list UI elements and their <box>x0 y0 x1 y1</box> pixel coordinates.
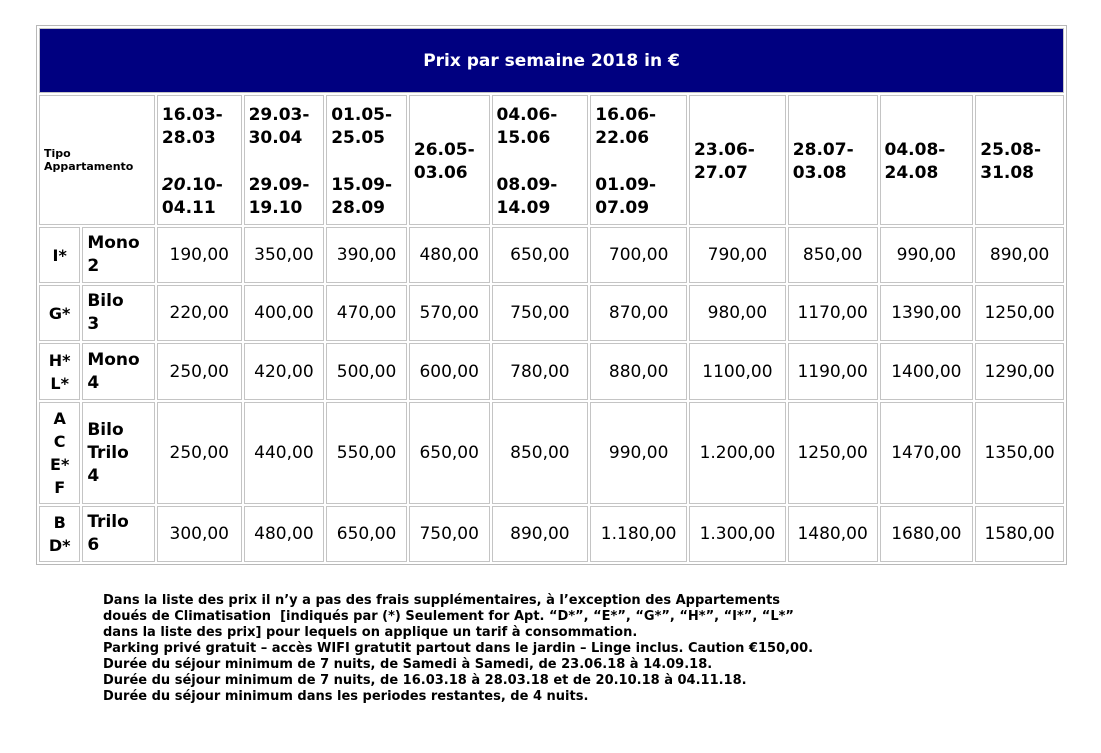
table-row <box>39 343 1064 400</box>
price-cell: 480,00 <box>409 227 490 283</box>
apartment-type-line: Mono <box>87 233 140 253</box>
price-cell: 470,00 <box>326 285 407 341</box>
price-cell: 1170,00 <box>788 285 878 341</box>
apartment-type-line: 2 <box>87 256 100 276</box>
price-cell: 1.180,00 <box>590 506 687 562</box>
apartment-code <box>39 285 80 341</box>
period-alt-dates <box>162 174 241 220</box>
price-cell: 1680,00 <box>880 506 974 562</box>
apartment-type-line: Trilo <box>87 442 129 463</box>
apartment-code-line: C <box>53 432 66 451</box>
period-header-4 <box>409 95 490 225</box>
price-cell: 600,00 <box>409 343 490 400</box>
price-cell: 550,00 <box>326 402 407 504</box>
price-table <box>36 25 1067 565</box>
apartment-code-line: A <box>53 409 66 428</box>
period-end: 25.05 <box>331 128 385 148</box>
period-alt-end: 28.09 <box>331 198 385 218</box>
period-header-row <box>39 95 1064 225</box>
price-cell: 500,00 <box>326 343 407 400</box>
price-cell: 1190,00 <box>788 343 878 400</box>
period-start: 29.03- <box>248 105 310 125</box>
price-cell: 190,00 <box>157 227 242 283</box>
apartment-code-line: E* <box>50 455 70 474</box>
period-header-3 <box>326 95 407 225</box>
table-title: Prix par semaine 2018 in € <box>39 28 1064 93</box>
period-end: 28.03 <box>161 128 216 148</box>
period-alt-end: 19.10 <box>248 198 303 218</box>
period-main-dates <box>331 104 406 150</box>
period-start: 01.05- <box>331 105 393 125</box>
apartment-code <box>39 343 80 400</box>
apartment-code-line: D* <box>48 536 71 555</box>
note-line: Parking privé gratuit – accès WIFI gratutit partout dans le jardin – Linge inclus. Caution €150,00. <box>103 641 814 656</box>
price-cell: 1580,00 <box>975 506 1064 562</box>
apartment-type-line: Mono <box>87 349 140 370</box>
table-row <box>39 285 1064 341</box>
apartment-code <box>39 402 80 504</box>
period-end: 22.06 <box>595 128 650 148</box>
tipo-label-line: Tipo <box>44 147 71 160</box>
period-main-dates <box>497 104 588 150</box>
period-main-dates <box>694 139 785 185</box>
price-cell: 870,00 <box>590 285 687 341</box>
period-header-10 <box>975 95 1064 225</box>
note-line: doués de Climatisation [indiqués par (*) Seulement for Apt. “D*”, “E*”, “G*”, “H*”, “I*”, “L*” <box>103 609 794 624</box>
price-cell: 850,00 <box>788 227 878 283</box>
price-cell: 880,00 <box>590 343 687 400</box>
apartment-type <box>82 285 155 341</box>
price-cell: 390,00 <box>326 227 407 283</box>
price-cell: 1400,00 <box>880 343 974 400</box>
note-line: Dans la liste des prix il n’y a pas des frais supplémentaires, à l’exception des Appartements <box>103 593 781 608</box>
period-start: 16.03- <box>161 105 223 125</box>
apartment-code <box>39 227 80 283</box>
period-alt-start-text: 15.09- <box>331 175 393 195</box>
price-cell: 890,00 <box>975 227 1064 283</box>
period-start: 04.08- <box>884 140 946 160</box>
tipo-appartamento-label <box>39 95 155 225</box>
price-cell: 650,00 <box>326 506 407 562</box>
period-alt-start <box>162 174 241 197</box>
period-end: 31.08 <box>980 163 1035 183</box>
period-start: 16.06- <box>595 105 657 125</box>
period-header-1 <box>157 95 242 225</box>
period-main-dates <box>980 139 1063 185</box>
price-cell: 250,00 <box>157 402 242 504</box>
period-alt-dates <box>497 174 588 220</box>
period-end: 15.06 <box>496 128 551 148</box>
period-alt-start-italic: 20 <box>161 175 186 195</box>
price-cell: 780,00 <box>492 343 589 400</box>
table-row <box>39 506 1064 562</box>
period-header-8 <box>788 95 878 225</box>
note-line: Durée du séjour minimum dans les periodes restantes, de 4 nuits. <box>103 689 589 704</box>
price-cell: 1470,00 <box>880 402 974 504</box>
period-alt-start-text: 01.09- <box>595 175 657 195</box>
period-main-dates <box>414 139 489 185</box>
price-cell: 250,00 <box>157 343 242 400</box>
price-cell: 420,00 <box>244 343 325 400</box>
period-start: 04.06- <box>496 105 558 125</box>
price-cell: 1250,00 <box>975 285 1064 341</box>
apartment-code <box>39 506 80 562</box>
price-cell: 1350,00 <box>975 402 1064 504</box>
period-main-dates <box>885 139 973 185</box>
apartment-type-line: 4 <box>87 372 100 393</box>
period-end: 03.08 <box>792 163 847 183</box>
period-end: 03.06 <box>413 163 468 183</box>
price-cell: 1250,00 <box>788 402 878 504</box>
period-start: 23.06- <box>694 140 755 160</box>
apartment-code-line: H* <box>48 350 71 370</box>
period-start: 26.05- <box>413 140 475 160</box>
price-cell: 850,00 <box>492 402 589 504</box>
price-cell: 350,00 <box>244 227 325 283</box>
apartment-type-line: Trilo <box>87 512 129 532</box>
period-end: 27.07 <box>694 163 748 183</box>
notes-block <box>103 593 1083 705</box>
period-end: 30.04 <box>248 128 303 148</box>
price-cell: 1.200,00 <box>689 402 786 504</box>
price-cell: 700,00 <box>590 227 687 283</box>
period-main-dates <box>793 139 877 185</box>
period-alt-dates <box>331 174 406 220</box>
period-alt-start <box>595 174 686 197</box>
period-end: 24.08 <box>884 163 939 183</box>
period-alt-end: 14.09 <box>496 198 551 218</box>
apartment-type-line: 3 <box>87 314 100 334</box>
table-row <box>39 402 1064 504</box>
note-line: Durée du séjour minimum de 7 nuits, de Samedi à Samedi, de 23.06.18 à 14.09.18. <box>103 657 713 672</box>
price-cell: 1.300,00 <box>689 506 786 562</box>
period-main-dates <box>595 104 686 150</box>
period-alt-end: 07.09 <box>595 198 650 218</box>
period-header-9 <box>880 95 974 225</box>
apartment-type-line: Bilo <box>87 291 124 311</box>
apartment-type <box>82 343 155 400</box>
price-cell: 750,00 <box>492 285 589 341</box>
apartment-type <box>82 506 155 562</box>
price-cell: 890,00 <box>492 506 589 562</box>
price-cell: 570,00 <box>409 285 490 341</box>
price-cell: 400,00 <box>244 285 325 341</box>
apartment-code-line: G* <box>48 303 71 323</box>
price-cell: 750,00 <box>409 506 490 562</box>
price-cell: 990,00 <box>880 227 974 283</box>
price-cell: 1100,00 <box>689 343 786 400</box>
period-alt-start <box>331 174 406 197</box>
apartment-type-line: 6 <box>87 535 100 555</box>
price-cell: 1480,00 <box>788 506 878 562</box>
period-alt-start-text: .10- <box>185 175 223 195</box>
price-cell: 300,00 <box>157 506 242 562</box>
period-main-dates <box>249 104 324 150</box>
apartment-type-line: 4 <box>87 465 100 486</box>
price-cell: 1390,00 <box>880 285 974 341</box>
apartment-code-line: L* <box>50 373 69 393</box>
period-alt-start <box>249 174 324 197</box>
period-header-5 <box>492 95 589 225</box>
period-header-6 <box>590 95 687 225</box>
period-alt-start-text: 08.09- <box>496 175 558 195</box>
note-line: Durée du séjour minimum de 7 nuits, de 16.03.18 à 28.03.18 et de 20.10.18 à 04.11.18. <box>103 673 747 688</box>
tipo-label-line: Appartamento <box>44 160 134 173</box>
price-cell: 440,00 <box>244 402 325 504</box>
period-start: 25.08- <box>980 140 1042 160</box>
period-alt-end: 04.11 <box>161 198 216 218</box>
price-cell: 650,00 <box>409 402 490 504</box>
period-alt-start-text: 29.09- <box>248 175 310 195</box>
period-header-2 <box>244 95 325 225</box>
table-row <box>39 227 1064 283</box>
note-line: dans la liste des prix] pour lequels on applique un tarif à consommation. <box>103 625 638 640</box>
period-main-dates <box>162 104 241 150</box>
apartment-type <box>82 227 155 283</box>
price-cell: 990,00 <box>590 402 687 504</box>
price-cell: 480,00 <box>244 506 325 562</box>
apartment-code-line: F <box>54 478 66 497</box>
price-cell: 220,00 <box>157 285 242 341</box>
apartment-type <box>82 402 155 504</box>
price-cell: 1290,00 <box>975 343 1064 400</box>
apartment-code-line: B <box>53 513 66 532</box>
period-alt-dates <box>595 174 686 220</box>
period-alt-dates <box>249 174 324 220</box>
period-alt-start <box>497 174 588 197</box>
apartment-code-line: I* <box>52 245 67 265</box>
price-cell: 980,00 <box>689 285 786 341</box>
price-cell: 650,00 <box>492 227 589 283</box>
period-start: 28.07- <box>792 140 854 160</box>
period-header-7 <box>689 95 786 225</box>
price-cell: 790,00 <box>689 227 786 283</box>
apartment-type-line: Bilo <box>87 419 124 440</box>
